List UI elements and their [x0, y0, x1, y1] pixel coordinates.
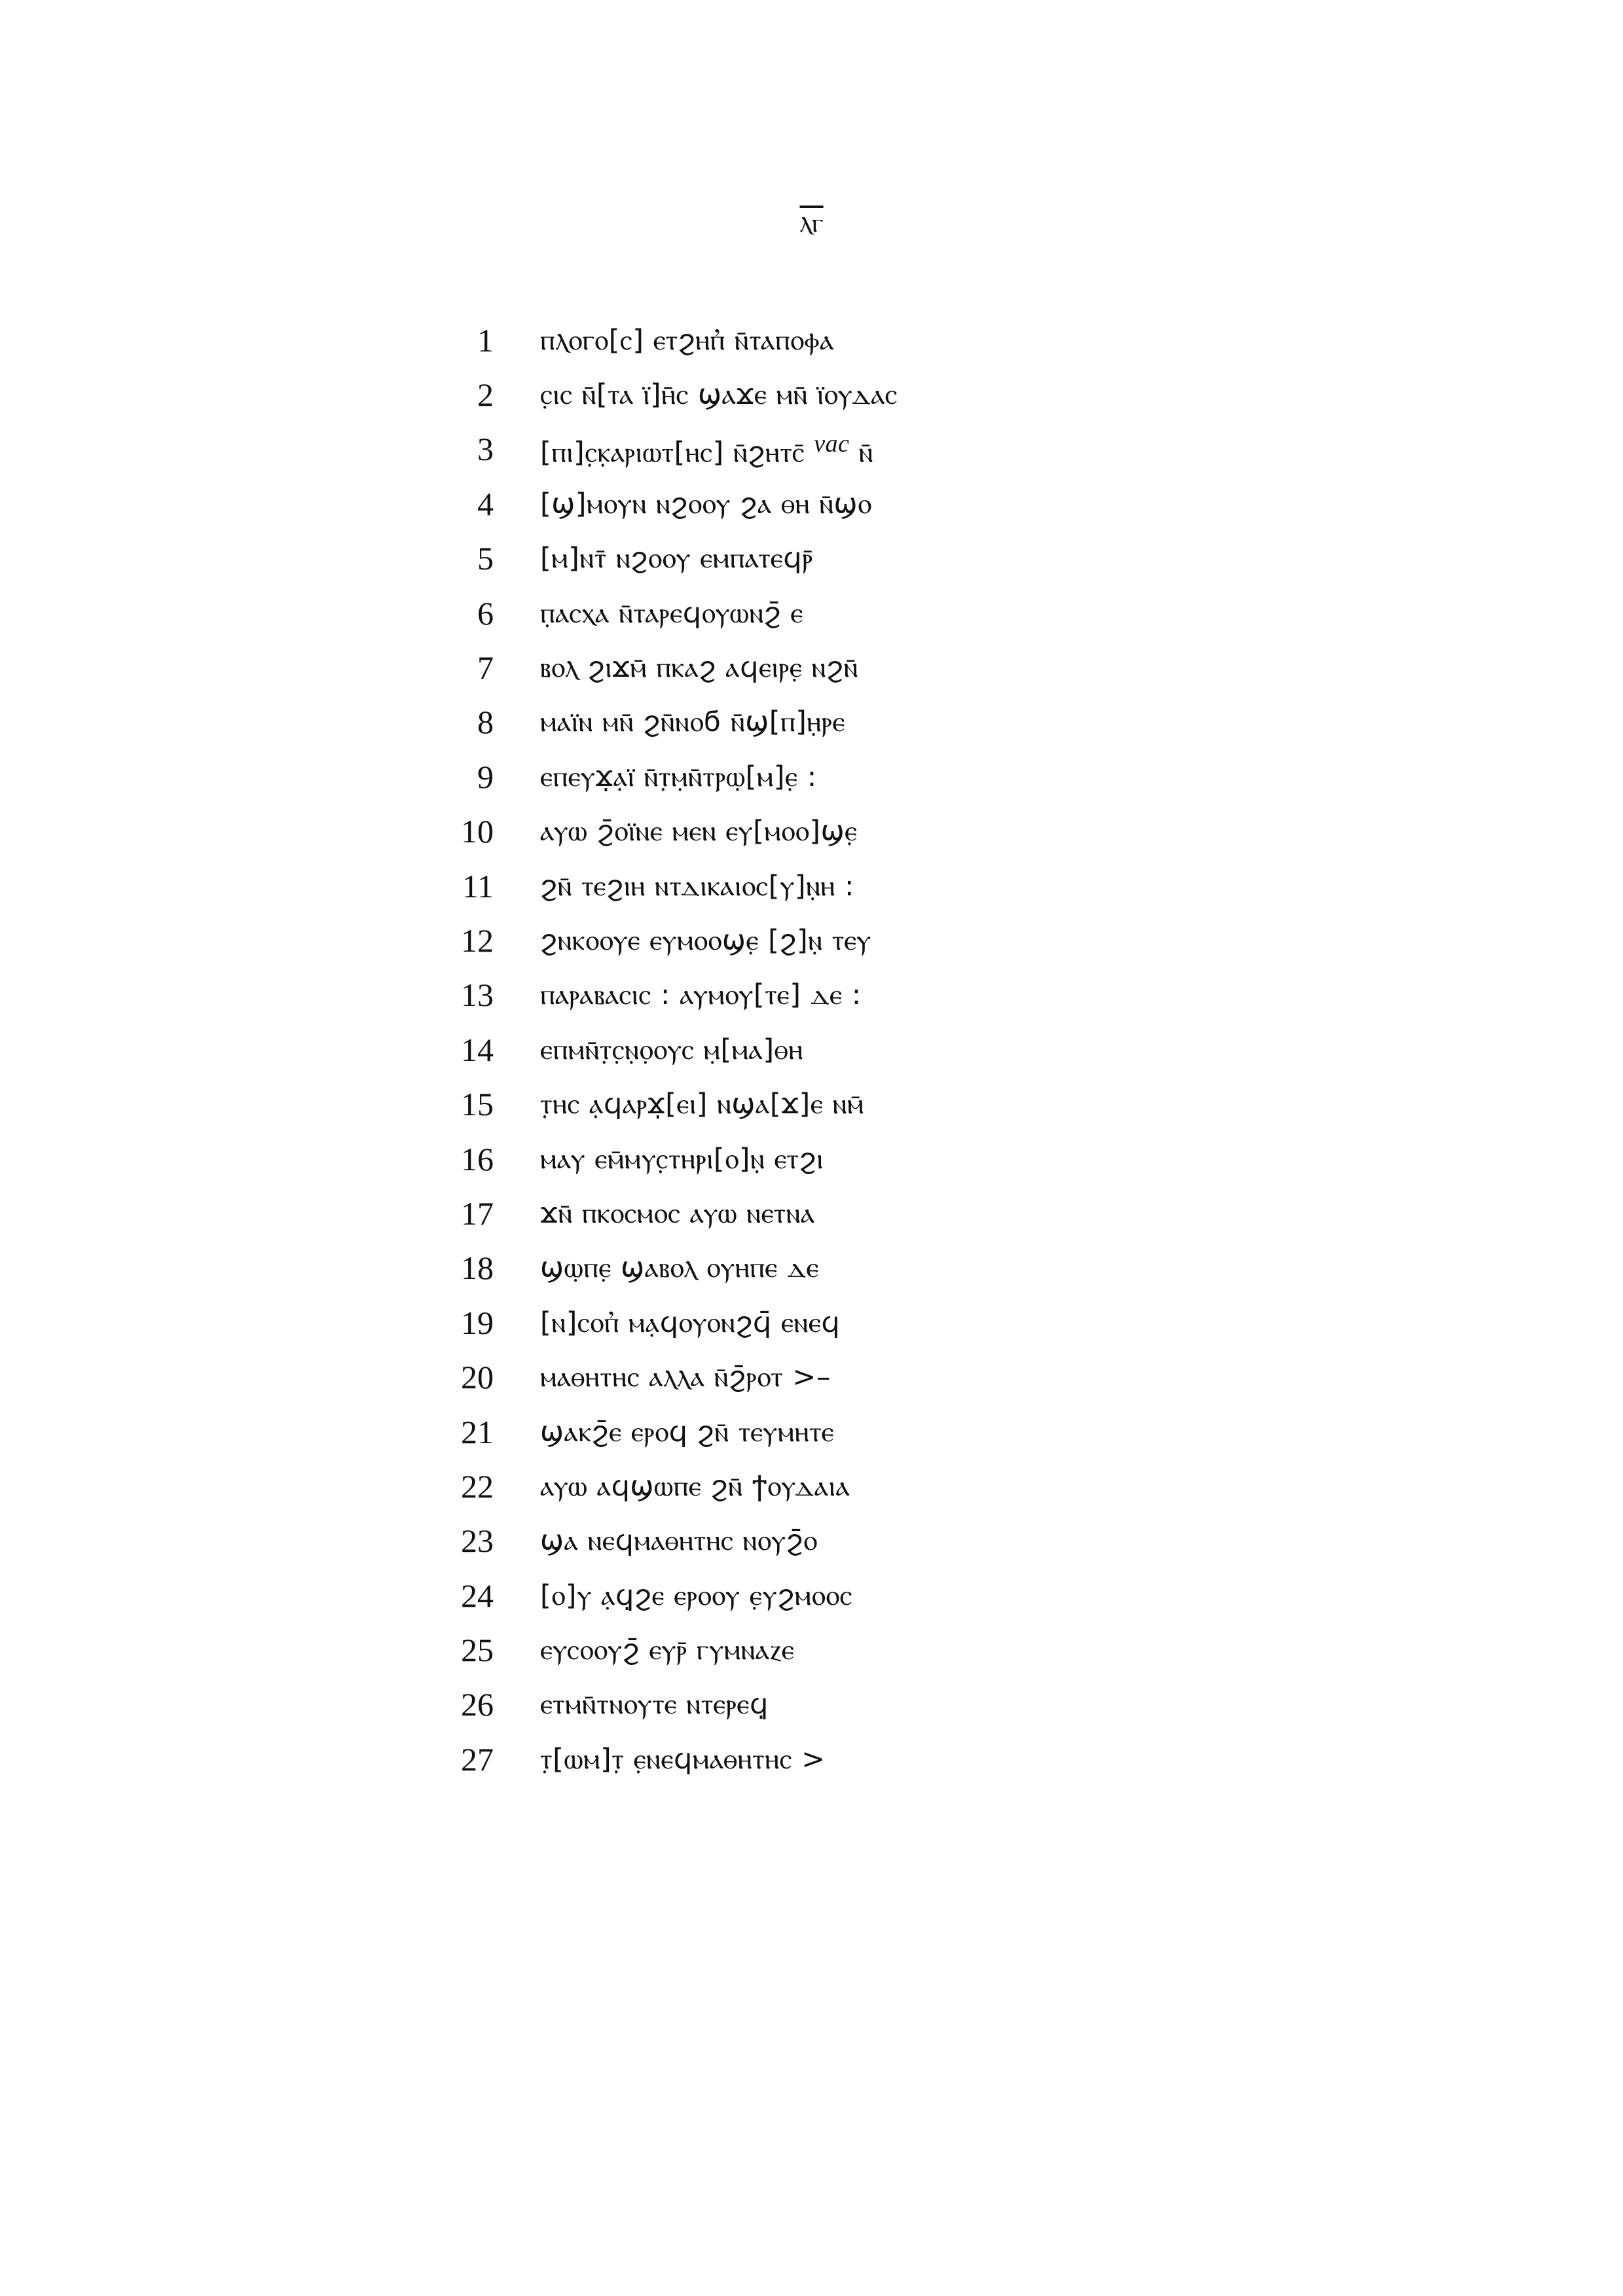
line-text: ⲁⲩⲱ ⲁϥϣⲱⲡⲉ ϩⲛ̄ ϯⲟⲩⲇⲁⲓⲁ [540, 1469, 850, 1503]
line [0, 1295, 1623, 1350]
line-number: 19 [461, 1304, 494, 1341]
line [0, 367, 1623, 422]
line-number: 17 [461, 1194, 494, 1232]
line [0, 1350, 1623, 1404]
line-text: [ϣ]ⲙⲟⲩⲛ ⲛϩⲟⲟⲩ ϩⲁ ⲑⲏ ⲛ̄ϣⲟ [540, 487, 872, 520]
line-text: ϩⲛ̄ ⲧⲉϩⲓⲏ ⲛⲧⲇⲓⲕⲁⲓⲟⲥ[ⲩ]ⲛ̣ⲏ : [540, 869, 854, 903]
line [0, 695, 1623, 749]
line [0, 1077, 1623, 1131]
line-text: ⲧ̣ⲏⲥ ⲁ̣ϥⲁⲣϫ̣[ⲉⲓ] ⲛϣⲁ[ϫ]ⲉ ⲛⲙ̄ [540, 1088, 864, 1121]
line-number: 1 [477, 321, 494, 359]
line [0, 749, 1623, 804]
line [0, 804, 1623, 859]
line [0, 476, 1623, 531]
line [0, 1568, 1623, 1623]
line-number: 18 [461, 1249, 494, 1287]
line-text: ⲡⲁⲣⲁⲃⲁⲥⲓⲥ : ⲁⲩⲙⲟⲩ̣[ⲧⲉ] ⲇⲉ : [540, 978, 862, 1012]
line-text: ⲥ̣ⲓⲥ ⲛ̄[ⲧⲁ ⲓ̈]ⲏ̄ⲥ ϣⲁϫⲉ ⲙⲛ̄ ⲓ̈ⲟⲩⲇⲁⲥ [540, 378, 898, 412]
line-text: [ⲡⲓ]ⲥ̣ⲕ̣ⲁⲣⲓⲱⲧ[ⲏⲥ] ⲛ̄ϩⲏⲧⲥ̄ [540, 436, 805, 469]
line-text: [ⲟ]ⲩ̣ ⲁ̣ϥ̣ϩⲉ ⲉⲣⲟⲟⲩ ⲉ̣ⲩϩⲙⲟⲟⲥ [540, 1579, 853, 1612]
line-text: ϣⲱ̣ⲡⲉ̣ ϣⲁⲃⲟⲗ ⲟⲩⲏⲡⲉ ⲇⲉ [540, 1251, 820, 1285]
line-text: ⲉⲡⲙⲛ̄ⲧ̣ⲥ̣ⲛ̣ⲟ̣ⲟⲩⲥ ⲙ̣[ⲙⲁ]ⲑⲏ [540, 1033, 803, 1066]
vacat-mark: vac [814, 430, 850, 458]
line-text: ⲙⲁⲓ̈ⲛ ⲙⲛ̄ ϩⲛ̄ⲛⲟϭ ⲛ̄ϣ[ⲡ]ⲏ̣ⲣⲉ [540, 706, 845, 739]
line [0, 968, 1623, 1022]
line-number: 8 [477, 704, 494, 741]
line-text: ⲁⲩⲱ ϩ̄ⲟⲓ̈ⲛⲉ ⲙⲉⲛ ⲉⲩ̣[ⲙⲟⲟ]ϣⲉ̣ [540, 815, 858, 848]
line [0, 422, 1623, 476]
line-text: ⲡ̣ⲁⲥⲭⲁ ⲛ̄ⲧⲁⲣⲉϥⲟⲩⲱⲛϩ̄ ⲉ [540, 596, 803, 630]
line [0, 1241, 1623, 1295]
line-number: 23 [461, 1522, 494, 1560]
line [0, 1732, 1623, 1786]
line-text: ⲉⲡⲉⲩϫ̣ⲁ̣ⲓ̈ ⲛ̄ⲧ̣ⲙ̣ⲛ̄ⲧⲣ̣ⲱ̣[ⲙ]ⲉ̣ : [540, 760, 817, 793]
line-text: ⲉⲩⲥⲟⲟⲩϩ̄ ⲉⲩⲣ̄ ⲅⲩⲙⲛⲁⲍⲉ [540, 1634, 795, 1667]
line [0, 1186, 1623, 1240]
line [0, 1022, 1623, 1077]
line [0, 313, 1623, 367]
line-text: ϣⲁ ⲛⲉϥⲙⲁⲑⲏⲧⲏⲥ ⲛⲟⲩϩ̄ⲟ [540, 1524, 818, 1558]
line-text: ⲧ̣[ⲱⲙ]ⲧ̣ ⲉ̣ⲛⲉϥⲙⲁⲑⲏⲧⲏⲥ > [540, 1742, 826, 1776]
line [0, 1405, 1623, 1459]
line-number: 22 [461, 1467, 494, 1505]
line-text: ⲉⲧⲙⲛ̄ⲧⲛⲟⲩⲧⲉ ⲛⲧⲉⲣⲉϥ̣ [540, 1688, 769, 1721]
line [0, 1132, 1623, 1186]
line-number: 26 [461, 1686, 494, 1723]
line [0, 1677, 1623, 1732]
line-number: 16 [461, 1140, 494, 1177]
line-text-wrap [540, 429, 873, 469]
line-text: ⲙⲁⲩ ⲉⲙ̄ⲙⲩⲥ̣ⲧⲏⲣⲓ[ⲟ]ⲛ̣ ⲉⲧϩⲓ [540, 1142, 824, 1175]
line [0, 913, 1623, 967]
line-number: 15 [461, 1086, 494, 1123]
line-text: ϣⲁⲕϩ̄ⲉ ⲉⲣⲟϥ ϩⲛ̄ ⲧⲉⲩⲙⲏⲧⲉ [540, 1415, 835, 1448]
line-text: [ⲛ]ⲥⲟⲡ̓ ⲙⲁ̣ϥⲟⲩⲟⲛϩϥ̄ ⲉⲛⲉϥ [540, 1306, 841, 1339]
line-text: ⲙⲁⲑⲏⲧⲏⲥ ⲁⲗⲗⲁ ⲛ̄ϩ̄ⲣⲟⲧ >– [540, 1361, 831, 1394]
line-number: 7 [477, 649, 494, 687]
line-number: 24 [461, 1577, 494, 1614]
page-number-text: ⲗⲅ [799, 208, 824, 238]
line-number: 21 [461, 1413, 494, 1450]
line [0, 586, 1623, 640]
line-number: 2 [477, 376, 494, 414]
line-number: 13 [461, 977, 494, 1014]
line-text: ⲡⲗⲟⲅⲟ[ⲥ] ⲉⲧϩⲏⲡ̓ ⲛ̄ⲧⲁⲡⲟⲫⲁ [540, 323, 835, 357]
line-number: 14 [461, 1031, 494, 1068]
line-number: 25 [461, 1632, 494, 1669]
line [0, 531, 1623, 586]
line [0, 859, 1623, 913]
transcription-lines [0, 313, 1623, 1787]
line [0, 640, 1623, 694]
line-number: 5 [477, 540, 494, 577]
line-number: 10 [461, 813, 494, 850]
line-text: [ⲙ]ⲛⲧ̄ ⲛϩⲟⲟⲩ ⲉⲙⲡⲁⲧⲉϥⲣ̄ [540, 542, 813, 575]
line-text: ⲃⲟⲗ ϩⲓϫⲙ̄ ⲡⲕⲁϩ ⲁϥⲉⲓⲣⲉ̣ ⲛϩⲛ̄ [540, 651, 858, 685]
line-text-tail: ⲛ̄ [858, 436, 873, 469]
line [0, 1459, 1623, 1513]
line [0, 1623, 1623, 1677]
page-number [0, 208, 1623, 238]
line-number: 6 [477, 594, 494, 632]
line-text: ϫⲛ̄ ⲡⲕⲟⲥⲙⲟⲥ ⲁⲩⲱ ⲛⲉⲧⲛⲁ [540, 1196, 815, 1230]
line-number: 3 [477, 431, 494, 468]
line-number: 20 [461, 1359, 494, 1396]
line-text: ϩⲛⲕⲟⲟⲩⲉ ⲉⲩⲙⲟⲟϣⲉ̣ [ϩ]ⲛ̣ ⲧⲉⲩ [540, 924, 871, 957]
line-number: 9 [477, 758, 494, 795]
line [0, 1514, 1623, 1568]
line-number: 27 [461, 1740, 494, 1778]
line-number: 11 [462, 867, 494, 905]
line-number: 12 [461, 922, 494, 959]
line-number: 4 [477, 485, 494, 522]
